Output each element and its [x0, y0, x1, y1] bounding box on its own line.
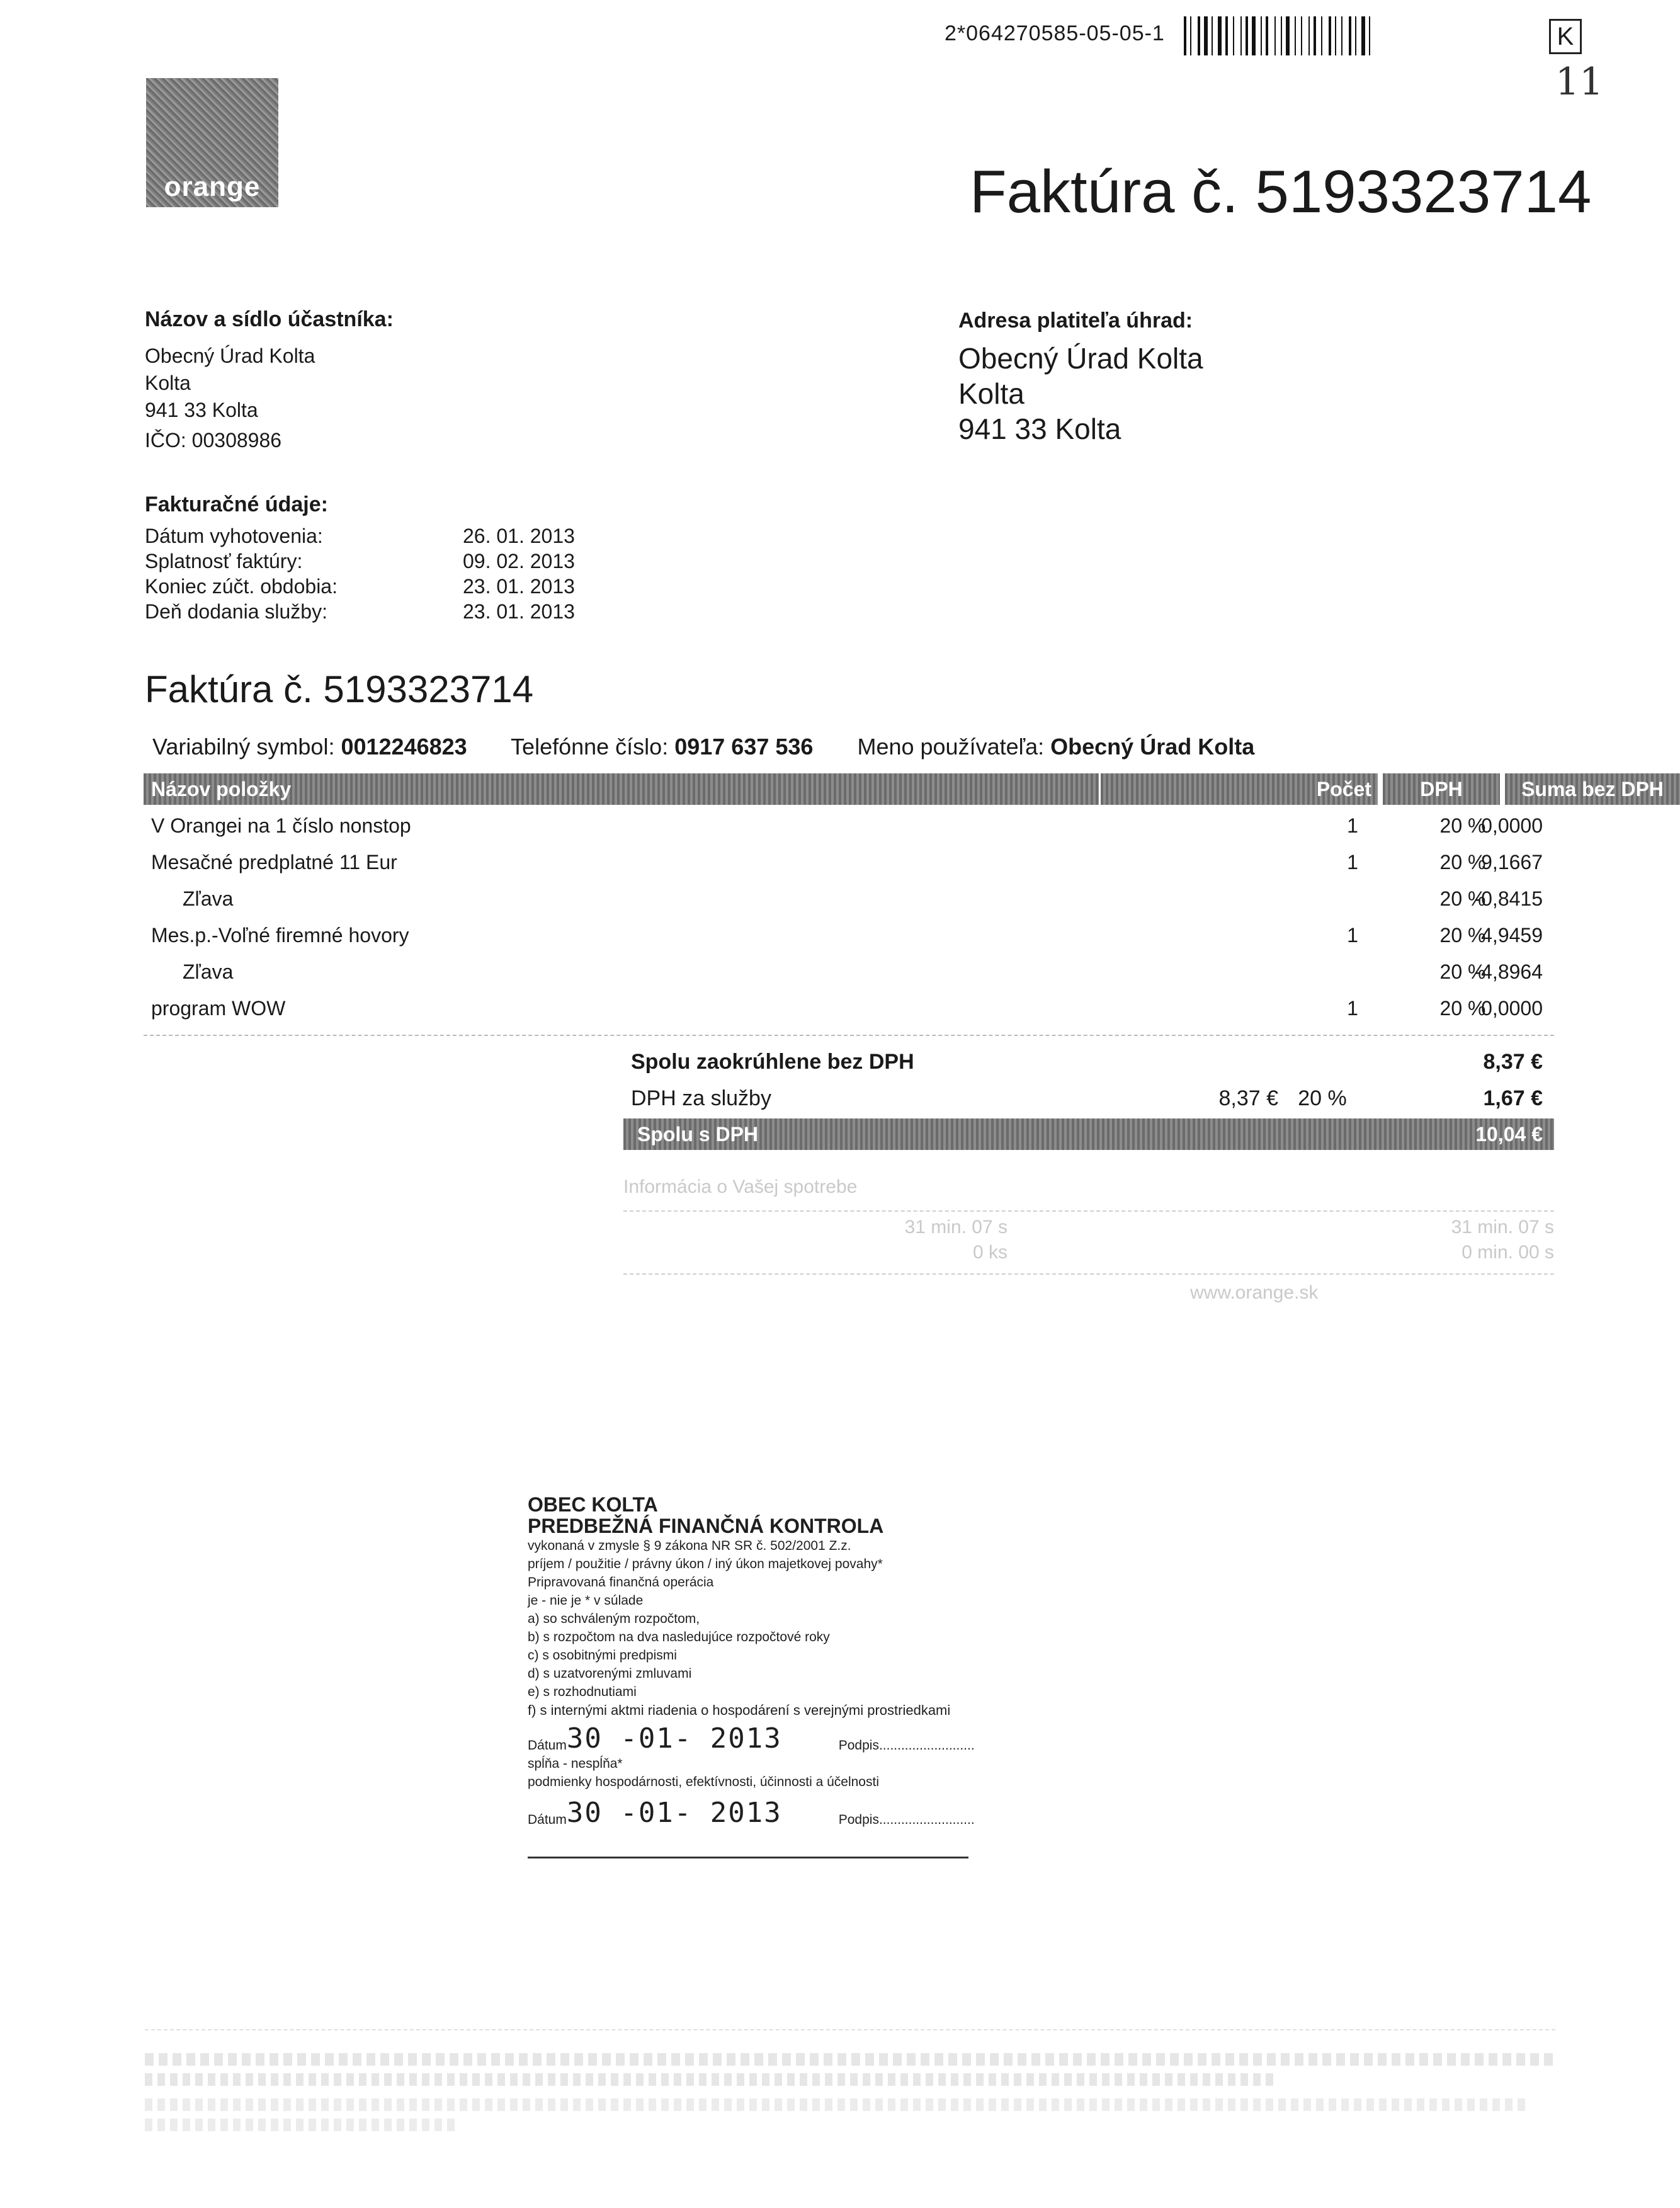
- barcode-bar: [1218, 16, 1222, 55]
- item-sum: -0,8415: [1474, 887, 1543, 910]
- vat-base: 8,37 €: [1218, 1086, 1278, 1110]
- barcode-bar: [1252, 16, 1256, 55]
- barcode-bar: [1335, 16, 1336, 55]
- key: Koniec zúčt. obdobia:: [145, 575, 338, 598]
- item-vat: 20 %: [1439, 851, 1486, 874]
- key: Splatnosť faktúry:: [145, 550, 303, 572]
- table-row: [144, 917, 1554, 953]
- item-sum: 0,0000: [1481, 814, 1543, 837]
- value: 23. 01. 2013: [463, 575, 575, 598]
- barcode-bar: [1246, 16, 1248, 55]
- barcode-bar: [1361, 16, 1365, 55]
- barcode-bar: [1349, 16, 1351, 55]
- barcode-bar: [1204, 16, 1208, 55]
- footer-text-faded: [145, 2053, 1555, 2066]
- barcode-bar: [1286, 16, 1290, 55]
- footer-separator: [145, 2029, 1555, 2030]
- date-value: 30 -01- 2013: [566, 1722, 782, 1755]
- stamp-date-row: [528, 1719, 1031, 1755]
- subtotal-label: Spolu zaokrúhlene bez DPH: [631, 1050, 914, 1074]
- item-name: Mes.p.-Voľné firemné hovory: [151, 924, 409, 947]
- tel-label: Telefónne číslo:: [511, 734, 675, 760]
- date-label: Dátum: [528, 1812, 567, 1827]
- payer-label: Adresa platiteľa úhrad:: [958, 309, 1193, 333]
- barcode-bar: [1295, 16, 1296, 55]
- table-row: [144, 990, 1554, 1027]
- stamp-line1: OBEC KOLTA: [528, 1493, 658, 1516]
- item-vat: 20 %: [1439, 924, 1486, 947]
- logo-text: orange: [164, 171, 261, 202]
- table-row: [144, 953, 1554, 990]
- barcode-bar: [1281, 16, 1282, 55]
- stamp-text: je - nie je * v súlade: [528, 1593, 644, 1608]
- stamp-line2: PREDBEŽNÁ FINANČNÁ KONTROLA: [528, 1515, 884, 1537]
- total-label: Spolu s DPH: [637, 1123, 759, 1146]
- vat-value: 1,67 €: [1483, 1086, 1543, 1110]
- item-name: V Orangei na 1 číslo nonstop: [151, 814, 411, 837]
- total-value: 10,04 €: [1475, 1123, 1543, 1146]
- barcode-bar: [1341, 16, 1342, 55]
- items-separator: [144, 1035, 1554, 1036]
- item-sum: 4,9459: [1481, 924, 1543, 947]
- payer-line: 941 33 Kolta: [958, 413, 1121, 445]
- usage-separator: [623, 1210, 1554, 1212]
- vat-rate: 20 %: [1298, 1086, 1347, 1110]
- barcode-bar: [1329, 16, 1331, 55]
- item-vat: 20 %: [1439, 887, 1486, 910]
- header-qty: Počet: [1101, 773, 1378, 805]
- vs-label: Variabilný symbol:: [152, 734, 341, 760]
- usage-label: Informácia o Vašej spotrebe: [623, 1176, 858, 1197]
- invoice-data-row: [145, 599, 575, 624]
- stamp-text: c) s osobitnými predpismi: [528, 1648, 677, 1663]
- item-vat: 20 %: [1439, 997, 1486, 1020]
- document-code: 2*064270585-05-05-1: [945, 21, 1165, 45]
- usage-web: www.orange.sk: [1190, 1282, 1319, 1303]
- vat-row: [623, 1081, 1554, 1116]
- barcode-bar: [1225, 16, 1228, 55]
- barcode-bar: [1212, 16, 1213, 55]
- barcode-bar: [1184, 16, 1186, 55]
- tel-value: 0917 637 536: [674, 734, 814, 760]
- item-vat: 20 %: [1439, 960, 1486, 983]
- invoice-title-secondary: Faktúra č. 5193323714: [145, 668, 534, 710]
- item-vat: 20 %: [1439, 814, 1486, 837]
- invoice-data-row: [145, 523, 575, 549]
- stamp-date-row: [528, 1791, 1031, 1829]
- account-info-line: [152, 734, 1254, 760]
- stamp-text: f) s internými aktmi riadenia o hospodárení s verejnými prostriedkami: [528, 1702, 951, 1718]
- barcode-bar: [1266, 16, 1268, 55]
- usage-row1-left: 31 min. 07 s: [904, 1217, 1007, 1238]
- sign-label: Podpis..........................: [838, 1812, 975, 1827]
- user-label: Meno používateľa:: [857, 734, 1051, 760]
- subscriber-line: Kolta: [145, 372, 191, 394]
- sign-label: Podpis..........................: [838, 1738, 975, 1753]
- key: Deň dodania služby:: [145, 600, 327, 623]
- subscriber-line: Obecný Úrad Kolta: [145, 344, 315, 367]
- item-sum: 9,1667: [1481, 851, 1543, 874]
- financial-control-stamp: [528, 1494, 1031, 1829]
- items-table-header: [144, 773, 1664, 805]
- item-name: Mesačné predplatné 11 Eur: [151, 851, 397, 874]
- item-qty: 1: [1347, 997, 1358, 1020]
- header-name: Názov položky: [144, 773, 1099, 805]
- invoice-data-row: [145, 574, 575, 599]
- barcode-bar: [1369, 16, 1370, 55]
- barcode-bar: [1240, 16, 1242, 55]
- item-name: program WOW: [151, 997, 286, 1020]
- barcode-bar: [1233, 16, 1234, 55]
- date-label: Dátum: [528, 1738, 567, 1753]
- payer-line: Obecný Úrad Kolta: [958, 342, 1203, 375]
- table-row: [144, 844, 1554, 880]
- subtotal-row: [623, 1044, 1554, 1079]
- subscriber-label: Názov a sídlo účastníka:: [145, 307, 394, 331]
- vs-value: 0012246823: [341, 734, 467, 760]
- barcode-bar: [1301, 16, 1302, 55]
- usage-separator: [623, 1273, 1554, 1275]
- footer-text-faded: [145, 2073, 1278, 2086]
- stamp-text: e) s rozhodnutiami: [528, 1685, 637, 1699]
- usage-row2-left: 0 ks: [972, 1242, 1007, 1263]
- vat-label: DPH za služby: [631, 1086, 771, 1110]
- stamp-text: b) s rozpočtom na dva nasledujúce rozpočtové roky: [528, 1630, 830, 1644]
- value: 26. 01. 2013: [463, 525, 575, 547]
- usage-row1-right: 31 min. 07 s: [1451, 1217, 1554, 1238]
- barcode: [1184, 16, 1536, 55]
- stamp-underline: [528, 1857, 968, 1858]
- payer-address: [958, 309, 1203, 447]
- stamp-text: podmienky hospodárnosti, efektívnosti, účinnosti a účelnosti: [528, 1775, 879, 1789]
- barcode-bar: [1355, 16, 1356, 55]
- barcode-bar: [1190, 16, 1191, 55]
- stamp-text: spĺňa - nespĺňa*: [528, 1756, 623, 1771]
- item-qty: 1: [1347, 814, 1358, 837]
- user-value: Obecný Úrad Kolta: [1050, 734, 1255, 760]
- key: Dátum vyhotovenia:: [145, 525, 323, 547]
- barcode-bar: [1321, 16, 1322, 55]
- stamp-text: d) s uzatvorenými zmluvami: [528, 1666, 692, 1681]
- barcode-bar: [1314, 16, 1316, 55]
- subscriber-ico: IČO: 00308986: [145, 429, 282, 452]
- item-sum: 0,0000: [1481, 997, 1543, 1020]
- corner-letter-box: K: [1549, 19, 1582, 54]
- item-qty: 1: [1347, 924, 1358, 947]
- item-name: Zľava: [183, 887, 234, 910]
- total-row: [623, 1118, 1554, 1150]
- stamp-text: a) so schváleným rozpočtom,: [528, 1612, 700, 1626]
- invoice-title: Faktúra č. 5193323714: [970, 158, 1592, 225]
- handwritten-mark: 11: [1555, 60, 1604, 104]
- footer-text-faded: [145, 2098, 1530, 2111]
- subtotal-value: 8,37 €: [1483, 1050, 1543, 1074]
- invoice-data: [145, 492, 575, 624]
- barcode-bar: [1261, 16, 1262, 55]
- header-vat: DPH: [1383, 773, 1500, 805]
- subscriber-address: [145, 307, 394, 455]
- date-value: 30 -01- 2013: [566, 1797, 782, 1829]
- barcode-bar: [1274, 16, 1276, 55]
- stamp-text: Pripravovaná finančná operácia: [528, 1575, 714, 1590]
- barcode-bar: [1198, 16, 1200, 55]
- value: 09. 02. 2013: [463, 550, 575, 572]
- item-qty: 1: [1347, 851, 1358, 874]
- footer-text-faded: [145, 2119, 460, 2131]
- payer-line: Kolta: [958, 377, 1024, 410]
- value: 23. 01. 2013: [463, 600, 575, 623]
- item-sum: -4,8964: [1474, 960, 1543, 983]
- invoice-data-label: Fakturačné údaje:: [145, 492, 328, 516]
- invoice-data-row: [145, 549, 575, 574]
- stamp-text: vykonaná v zmysle § 9 zákona NR SR č. 502/2001 Z.z.: [528, 1539, 851, 1553]
- subscriber-line: 941 33 Kolta: [145, 399, 258, 421]
- table-row: [144, 880, 1554, 917]
- usage-row2-right: 0 min. 00 s: [1461, 1242, 1554, 1263]
- barcode-bar: [1308, 16, 1310, 55]
- table-row: [144, 807, 1554, 844]
- header-sum: Suma bez DPH: [1505, 773, 1680, 805]
- item-name: Zľava: [183, 960, 234, 983]
- stamp-text: príjem / použitie / právny úkon / iný úkon majetkovej povahy*: [528, 1557, 883, 1571]
